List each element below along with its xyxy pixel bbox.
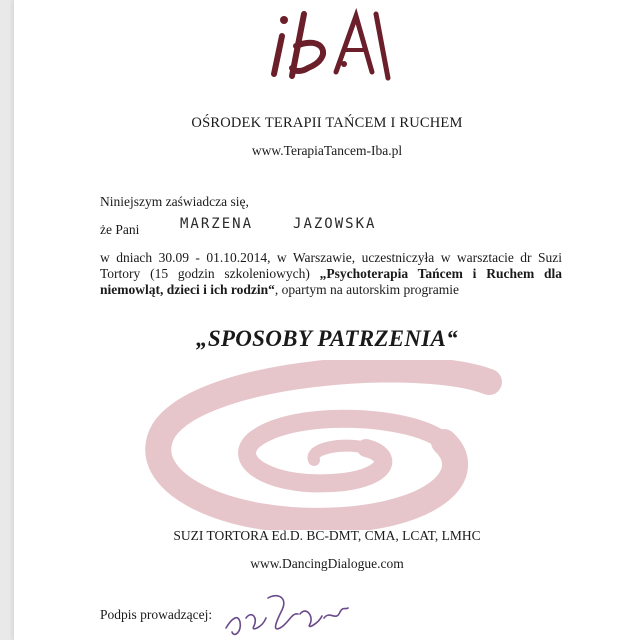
body-part-1: w dniach 30.09 - 01.10.2014, w Warszawie, uczestniczyła w warsztacie dr Suzi Tortory (15 godzin szkoleniowych) [100, 250, 562, 281]
iba-logo-icon [264, 6, 394, 86]
participant-name [180, 216, 376, 232]
signer-url: www.DancingDialogue.com [250, 556, 404, 571]
body-part-2: , opartym na autorskim programie [274, 282, 459, 297]
program-title: „SPOSOBY PATRZENIA“ [196, 326, 458, 351]
signature-label: Podpis prowadzącej: [100, 607, 213, 622]
certificate-page [14, 0, 640, 640]
certificate-intro: Niniejszym zaświadcza się, [100, 194, 249, 209]
pani-label: że Pani [100, 222, 140, 237]
signature-icon [222, 588, 352, 640]
organization-url: www.TerapiaTancem-Iba.pl [251, 143, 403, 158]
participant-last-name: JAZOWSKA [293, 216, 377, 232]
workshop-title: „Psychoterapia Tańcem i Ruchem dla niemowląt, dzieci i ich rodzin“ [100, 266, 562, 297]
signer-credentials: SUZI TORTORA Ed.D. BC-DMT, CMA, LCAT, LMHC [173, 528, 481, 543]
spiral-icon [144, 360, 504, 530]
certificate-body [100, 250, 562, 298]
organization-name: OŚRODEK TERAPII TAŃCEM I RUCHEM [191, 115, 463, 131]
participant-first-name: MARZENA [180, 216, 254, 232]
